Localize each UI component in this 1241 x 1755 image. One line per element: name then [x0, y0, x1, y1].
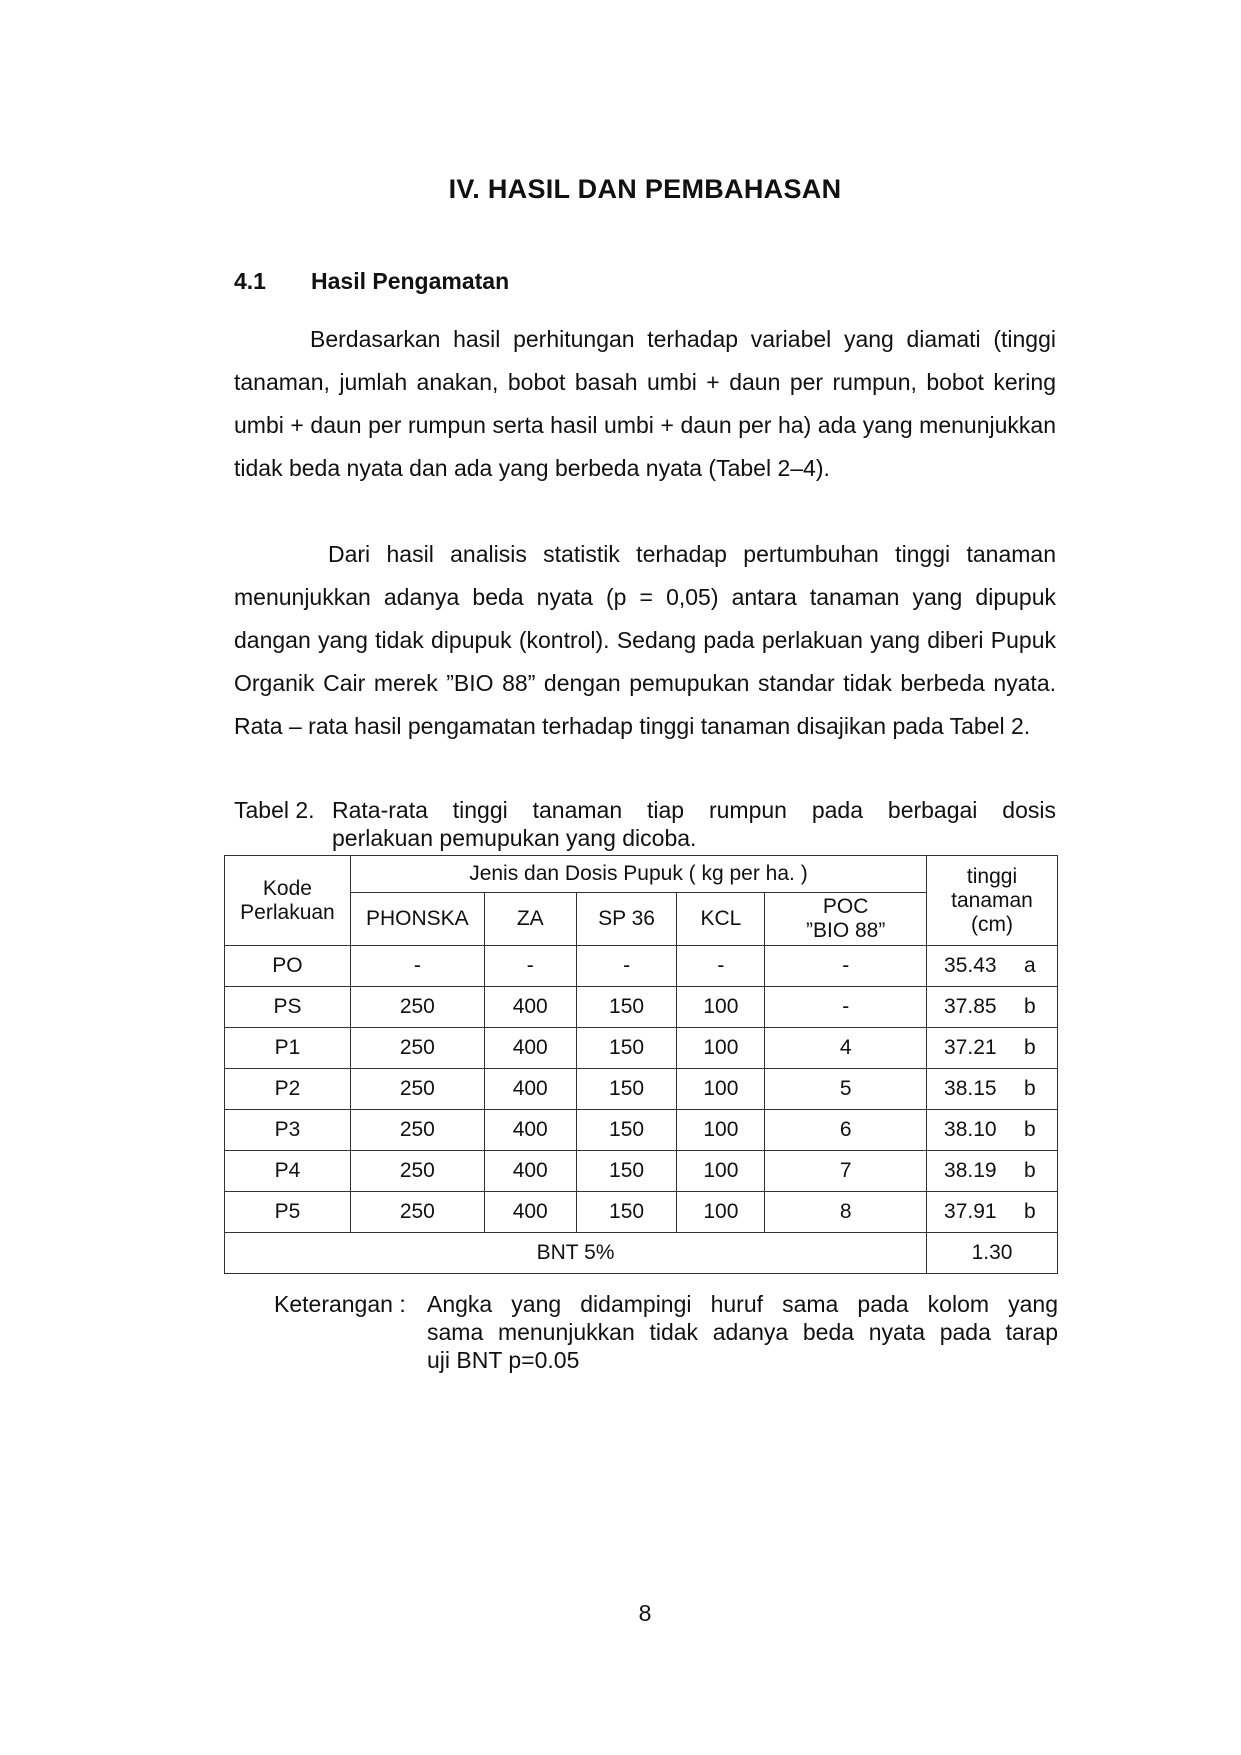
cell-sp36: 150 — [576, 1192, 677, 1233]
section-number: 4.1 — [234, 268, 266, 294]
cell-kode: P2 — [225, 1069, 351, 1110]
notasi-letter: b — [1024, 1077, 1036, 1100]
cell-kode: PS — [225, 987, 351, 1028]
cell-phonska: 250 — [350, 987, 484, 1028]
cell-kcl: 100 — [677, 987, 765, 1028]
cell-sp36: 150 — [576, 1151, 677, 1192]
cell-phonska: 250 — [350, 1110, 484, 1151]
table-row — [225, 987, 1058, 1028]
table-caption — [234, 796, 1056, 852]
section-heading — [234, 268, 509, 295]
cell-tinggi — [927, 1028, 1058, 1069]
table-row — [225, 946, 1058, 987]
bnt-label: BNT 5% — [225, 1233, 927, 1274]
notasi-letter: b — [1024, 1118, 1036, 1141]
cell-tinggi — [927, 1069, 1058, 1110]
cell-sp36: 150 — [576, 1110, 677, 1151]
paragraph-2: Dari hasil analisis statistik terhadap pertumbuhan tinggi tanaman menunjukkan adanya beda nyata (p = 0,05) antara tanaman yang dipupuk dangan yang tidak dipupuk (kontrol). Sedang pada perlakuan yang diberi Pupuk Organik Cair merek ”BIO 88” dengan pemupukan standar tidak berbeda nyata. Rata – rata hasil pengamatan terhadap tinggi tanaman disajikan pada Tabel 2. — [234, 541, 1056, 739]
paragraph-1: Berdasarkan hasil perhitungan terhadap variabel yang diamati (tinggi tanaman, jumlah anakan, bobot basah umbi + daun per rumpun, bobot kering umbi + daun per rumpun serta hasil umbi + daun per ha) ada yang menunjukkan tidak beda nyata dan ada yang berbeda nyata (Tabel 2–4). — [234, 326, 1056, 481]
header-sp36: SP 36 — [576, 893, 677, 946]
note-line-2: sama menunjukkan tidak adanya beda nyata pada tarap — [427, 1319, 1058, 1345]
cell-kcl: 100 — [677, 1110, 765, 1151]
cell-tinggi — [927, 946, 1058, 987]
notasi-letter: b — [1024, 995, 1036, 1018]
cell-kcl: 100 — [677, 1028, 765, 1069]
cell-sp36: - — [576, 946, 677, 987]
cell-kcl: 100 — [677, 1069, 765, 1110]
notasi-letter: b — [1024, 1159, 1036, 1182]
note-line-1: Angka yang didampingi huruf sama pada kolom yang — [427, 1291, 1058, 1317]
cell-kode: P3 — [225, 1110, 351, 1151]
tinggi-value: 38.15 — [944, 1077, 997, 1100]
cell-tinggi — [927, 1151, 1058, 1192]
cell-poc: 4 — [765, 1028, 927, 1069]
cell-kode: PO — [225, 946, 351, 987]
table-body — [225, 946, 1058, 1233]
cell-tinggi — [927, 987, 1058, 1028]
table-note — [274, 1290, 1058, 1374]
cell-za: 400 — [484, 1110, 576, 1151]
cell-kcl: 100 — [677, 1151, 765, 1192]
header-poc: POC ”BIO 88” — [765, 893, 927, 946]
cell-kode: P5 — [225, 1192, 351, 1233]
tinggi-value: 38.19 — [944, 1159, 997, 1182]
header-za: ZA — [484, 893, 576, 946]
cell-kcl: 100 — [677, 1192, 765, 1233]
cell-za: 400 — [484, 1069, 576, 1110]
cell-poc: - — [765, 987, 927, 1028]
cell-za: 400 — [484, 1151, 576, 1192]
table-header-row-1 — [225, 856, 1058, 893]
cell-poc: 5 — [765, 1069, 927, 1110]
cell-za: 400 — [484, 1028, 576, 1069]
bnt-value: 1.30 — [927, 1233, 1058, 1274]
table-row — [225, 1192, 1058, 1233]
cell-sp36: 150 — [576, 1028, 677, 1069]
note-line-3: uji BNT p=0.05 — [427, 1347, 580, 1373]
header-tinggi-tanaman: tinggi tanaman (cm) — [927, 856, 1058, 946]
cell-kcl: - — [677, 946, 765, 987]
cell-za: 400 — [484, 1192, 576, 1233]
cell-kode: P4 — [225, 1151, 351, 1192]
cell-phonska: 250 — [350, 1192, 484, 1233]
cell-sp36: 150 — [576, 987, 677, 1028]
header-phonska: PHONSKA — [350, 893, 484, 946]
table-caption-label: Tabel 2. — [234, 797, 315, 823]
header-jenis-dosis: Jenis dan Dosis Pupuk ( kg per ha. ) — [350, 856, 926, 893]
cell-za: - — [484, 946, 576, 987]
cell-kode: P1 — [225, 1028, 351, 1069]
data-table — [224, 855, 1058, 1274]
table-caption-line-1: Rata-rata tinggi tanaman tiap rumpun pada berbagai dosis — [332, 797, 1056, 823]
cell-poc: - — [765, 946, 927, 987]
cell-za: 400 — [484, 987, 576, 1028]
cell-phonska: 250 — [350, 1069, 484, 1110]
chapter-title: IV. HASIL DAN PEMBAHASAN — [448, 174, 842, 204]
note-label: Keterangan : — [274, 1291, 406, 1317]
notasi-letter: b — [1024, 1200, 1036, 1223]
cell-tinggi — [927, 1192, 1058, 1233]
cell-poc: 8 — [765, 1192, 927, 1233]
table-row — [225, 1028, 1058, 1069]
table-row — [225, 1110, 1058, 1151]
bnt-row — [225, 1233, 1058, 1274]
tinggi-value: 38.10 — [944, 1118, 997, 1141]
section-title: Hasil Pengamatan — [311, 268, 510, 294]
table-row — [225, 1151, 1058, 1192]
cell-tinggi — [927, 1110, 1058, 1151]
header-kode-perlakuan: Kode Perlakuan — [225, 856, 351, 946]
notasi-letter: b — [1024, 1036, 1036, 1059]
table-row — [225, 1069, 1058, 1110]
table-caption-line-2: perlakuan pemupukan yang dicoba. — [332, 825, 697, 851]
cell-phonska: 250 — [350, 1028, 484, 1069]
header-kcl: KCL — [677, 893, 765, 946]
cell-sp36: 150 — [576, 1069, 677, 1110]
cell-poc: 6 — [765, 1110, 927, 1151]
tinggi-value: 37.91 — [944, 1200, 997, 1223]
tinggi-value: 35.43 — [944, 954, 997, 977]
tinggi-value: 37.85 — [944, 995, 997, 1018]
notasi-letter: a — [1024, 954, 1036, 977]
cell-phonska: 250 — [350, 1151, 484, 1192]
cell-phonska: - — [350, 946, 484, 987]
cell-poc: 7 — [765, 1151, 927, 1192]
tinggi-value: 37.21 — [944, 1036, 997, 1059]
page-number: 8 — [638, 1600, 652, 1626]
